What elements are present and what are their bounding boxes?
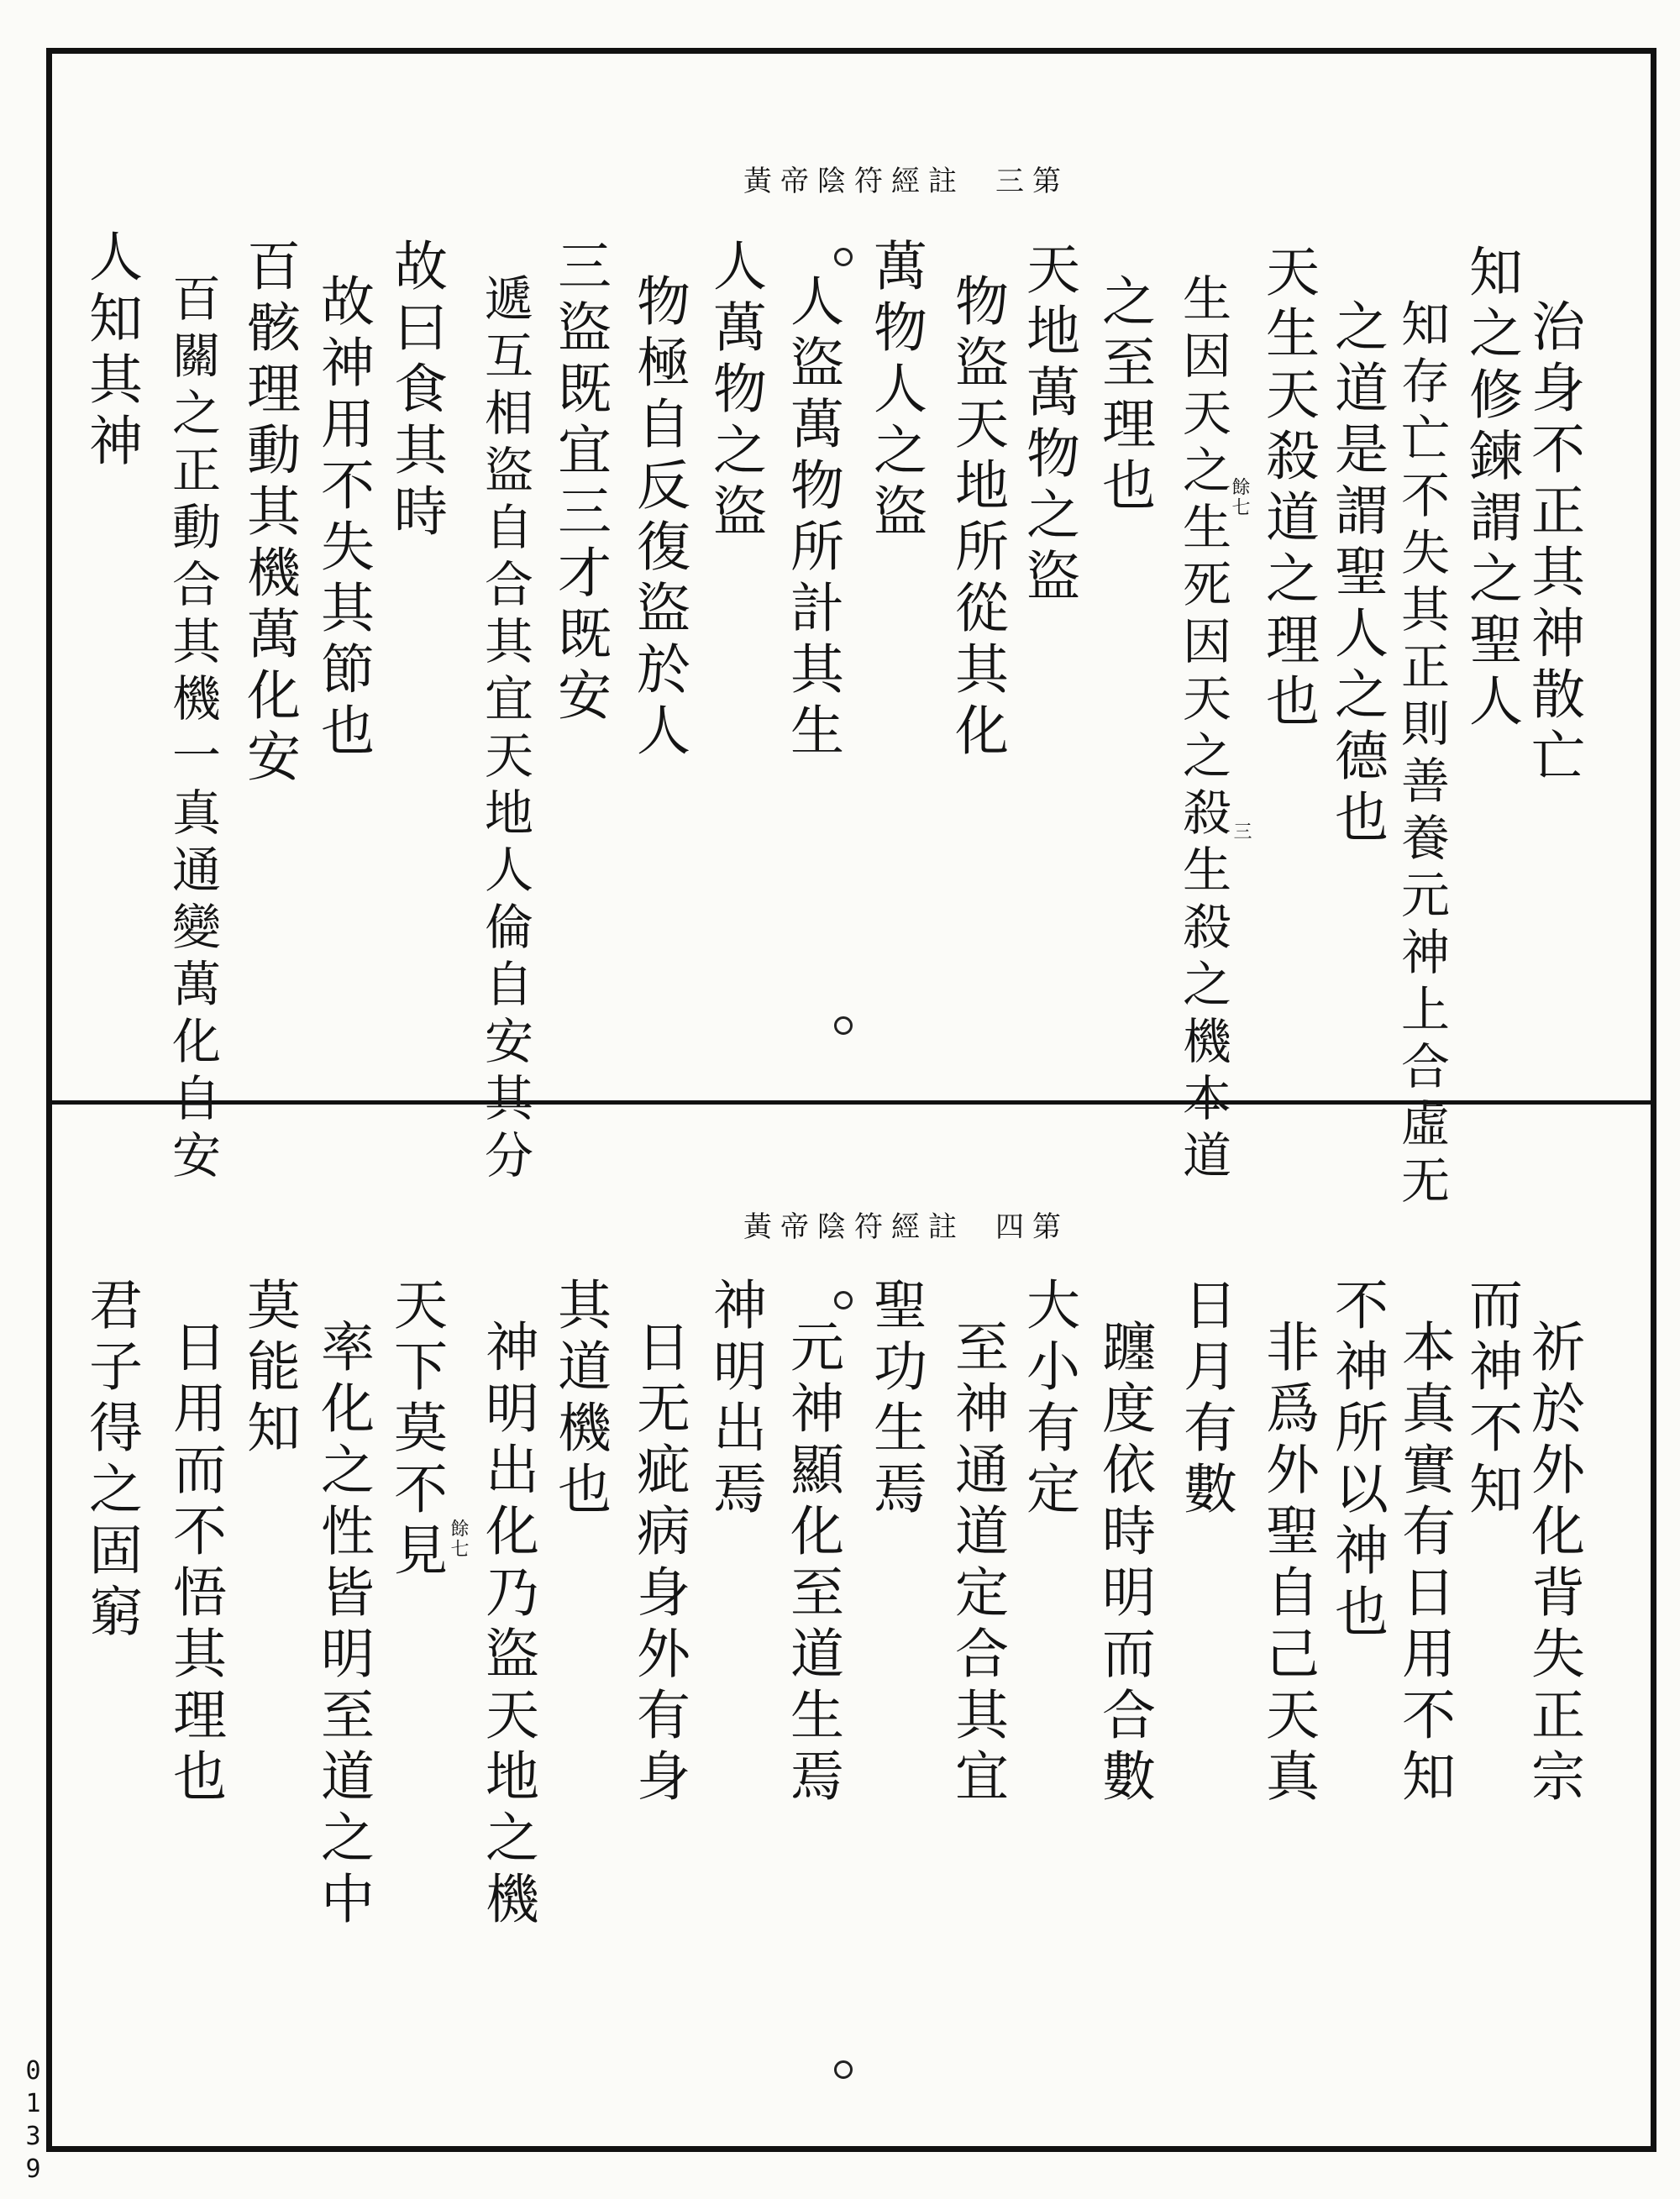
top-column-3: 知存亡不失其正則善養元神上合虛无 xyxy=(1393,298,1450,1212)
top-running-head xyxy=(743,158,1069,199)
top-column-6: 生因天之生死因天之殺生殺之機本道 xyxy=(1174,273,1231,1187)
folio-number: 0139 xyxy=(18,2056,48,2187)
top-column-18: 百骸理動其機萬化安 xyxy=(238,238,300,790)
top-column-19: 百關之正動合其機一真通變萬化自安 xyxy=(164,273,221,1187)
top-margin-note-1: 餘七 xyxy=(1229,477,1250,517)
bottom-column-15: 神明出化乃盜天地之機 xyxy=(476,1319,538,1932)
top-punct-circle-1 xyxy=(834,248,853,266)
bottom-column-13: 日无疵病身外有身 xyxy=(627,1319,690,1809)
bottom-punct-circle-2 xyxy=(834,2060,853,2079)
top-column-7: 之至理也 xyxy=(1093,273,1155,518)
bottom-column-10: 聖功生焉 xyxy=(864,1277,927,1522)
bottom-column-18: 莫能知 xyxy=(238,1277,300,1461)
top-column-4: 之道是謂聖人之德也 xyxy=(1326,298,1388,850)
top-column-14: 三盜既宜三才既安 xyxy=(549,238,611,728)
top-column-15: 遞互相盜自合其宜天地人倫自安其分 xyxy=(476,273,533,1187)
bottom-column-5: 非爲外聖自己天真 xyxy=(1257,1319,1319,1809)
top-column-11: 人盜萬物所計其生 xyxy=(781,273,843,764)
bottom-column-8: 大小有定 xyxy=(1017,1277,1079,1522)
bottom-column-3: 本真實有日用不知 xyxy=(1393,1319,1455,1809)
bottom-column-9: 至神通道定合其宜 xyxy=(946,1319,1008,1809)
bottom-column-20: 君子得之固窮 xyxy=(80,1277,142,1645)
bottom-page-number: 四第 xyxy=(995,1210,1069,1244)
bottom-column-7: 躔度依時明而合數 xyxy=(1093,1319,1155,1809)
top-column-9: 物盜天地所從其化 xyxy=(946,273,1008,764)
top-column-5: 天生天殺道之理也 xyxy=(1257,244,1319,734)
top-column-10: 萬物人之盜 xyxy=(864,238,927,544)
top-column-17: 故神用不失其節也 xyxy=(312,273,374,764)
bottom-punct-circle-1 xyxy=(834,1291,853,1309)
top-column-8: 天地萬物之盜 xyxy=(1017,241,1079,609)
top-page-number: 三第 xyxy=(995,165,1069,198)
top-punct-circle-2 xyxy=(834,1016,853,1035)
bottom-column-16: 天下莫不見 xyxy=(385,1277,447,1583)
bottom-column-12: 神明出焉 xyxy=(704,1277,766,1522)
top-column-12: 人萬物之盜 xyxy=(704,238,766,544)
bottom-margin-note-1: 餘七 xyxy=(448,1519,469,1559)
top-column-13: 物極自反復盜於人 xyxy=(627,273,690,764)
bottom-running-head xyxy=(743,1204,1069,1245)
top-column-20: 人知其神 xyxy=(80,228,142,474)
top-column-16: 故曰食其時 xyxy=(385,238,447,544)
bottom-running-title: 黃帝陰符經註 xyxy=(743,1210,965,1244)
bottom-column-6: 日月有數 xyxy=(1174,1277,1236,1522)
bottom-column-1: 祈於外化背失正宗 xyxy=(1522,1319,1584,1809)
top-margin-note-2: 三 xyxy=(1231,821,1252,842)
bottom-column-14: 其道機也 xyxy=(549,1277,611,1522)
bottom-column-19: 日用而不悟其理也 xyxy=(164,1319,226,1809)
bottom-column-4: 不神所以神也 xyxy=(1326,1277,1388,1645)
top-running-title: 黃帝陰符經註 xyxy=(743,165,965,198)
bottom-column-17: 率化之性皆明至道之中 xyxy=(312,1319,374,1932)
bottom-column-2: 而神不知 xyxy=(1460,1277,1522,1522)
bottom-column-11: 元神顯化至道生焉 xyxy=(781,1319,843,1809)
top-column-2: 知之修鍊謂之聖人 xyxy=(1460,244,1522,734)
top-column-1: 治身不正其神散亡 xyxy=(1522,298,1584,789)
